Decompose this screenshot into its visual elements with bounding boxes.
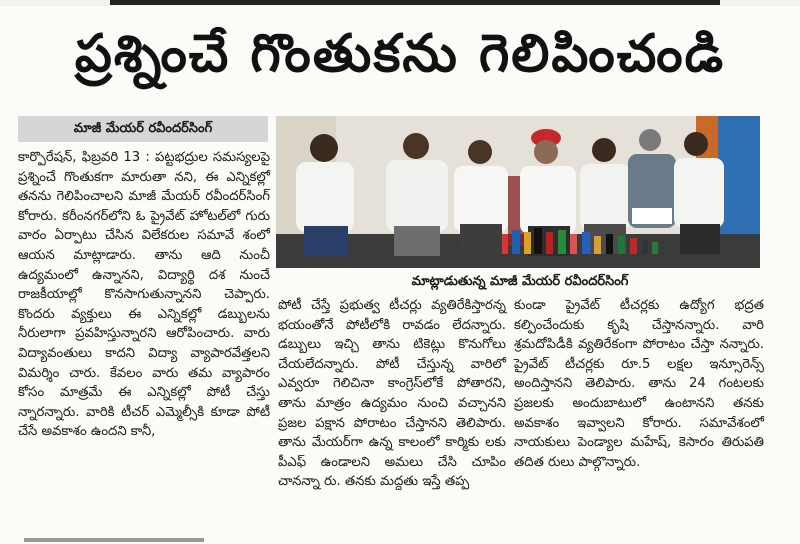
headline: ప్రశ్నించే గొంతుకను గెలిపించండి — [74, 23, 726, 84]
article-column-right — [514, 296, 764, 472]
article-column-middle — [278, 296, 506, 492]
article-paragraph: కార్పొరేషన్, ఫిబ్రవరి 13 : పట్టభద్రుల సమస్యలపై ప్రశ్నించే గొంతుకగా మారుతా నని, ఈ ఎన్నికల్లో తనను గెలిపించాలని మాజీ మేయర్ రవీందర్‌సింగ్ కోరారు. కరీంనగర్‌లోని ఓ ప్రైవేట్ హోటల్‌లో గురు వారం ఏర్పాటు చేసిన విలేకరుల సమావే శంలో ఆయన మాట్లాడారు. తాను ఆది నుంచీ ఉద్యమంలో ఉన్నానని, విద్యార్థి దశ నుంచే రాజకీయాల్లో కొనసాగుతున్నానని చెప్పారు. కొందరు వ్యక్తులు ఈ ఎన్నికల్లో డబ్బులను నీరులాగా ప్రవహిస్తున్నారని ఆరోపించారు. వారు విద్యావంతులు కాదని విద్యా వ్యాపారవేత్తలని విమర్శిం చారు. కేవలం వారు తమ వ్యాపారం కోసం మాత్రమే ఈ ఎన్నికల్లో పోటీ చేస్తు న్నారన్నారు. వారికి టీచర్ ఎమ్మెల్సీకి కూడా పోటీ చేసే అవకాశం ఉందని కానీ, — [18, 150, 270, 440]
top-border — [0, 0, 800, 6]
bottom-cut-text — [24, 538, 204, 542]
press-meet-photo — [276, 116, 760, 268]
article-paragraph: కుండా ప్రైవేట్ టీచర్లకు ఉద్యోగ భద్రత కల్పించేందుకు కృషి చేస్తానన్నారు. వారి శ్రమదోపిడీకి వ్యతిరేకంగా పోరాటం చేస్తా నన్నారు. ప్రైవేట్ టీచర్లకు రూ.5 లక్షల ఇన్సూరెన్స్ అందిస్తానని తెలిపారు. తాను 24 గంటలకు ప్రజలకు అందుబాటులో ఉంటానని తనకు అవకాశం ఇవ్వాలని కోరారు. సమావేశంలో నాయకులు పెండ్యాల మహేష్, కెసారం తిరుపతి తదిత రులు పాల్గొన్నారు. — [514, 298, 764, 470]
photo-caption: మాట్లాడుతున్న మాజీ మేయర్ రవీందర్‌సింగ్ — [411, 274, 629, 289]
top-rule — [110, 0, 720, 5]
press-meet-photo-image — [276, 116, 760, 268]
bottom-edge — [0, 536, 800, 544]
byline: మాజీ మేయర్ రవీందర్‌సింగ్ — [18, 116, 268, 142]
article-column-left — [18, 148, 270, 442]
article-paragraph: పోటీ చేస్తే ప్రభుత్వ టీచర్లు వ్యతిరేకిస్తారన్న భయంతోనే పోటీలోకి రావడం లేదన్నారు. డబ్బులు ఇచ్చి తాను టికెట్లు కొనుగోలు చేయలేదన్నారు. పోటీ చేస్తున్న వారిలో ఎవ్వరూ గెలిచినా కాంగ్రెస్‌లోకే పోతారని, తాను మాత్రం ఉద్యమం నుంచి వచ్చానని ప్రజల పక్షాన పోరాటం చేస్తానని తెలిపారు. తాను మేయర్‌గా ఉన్న కాలంలో కార్మికు లకు పీఎఫ్ ఉండాలని అమలు చేసి చూపిం చానన్నా రు. తనకు మద్దతు ఇస్తే తప్ప — [278, 298, 506, 490]
